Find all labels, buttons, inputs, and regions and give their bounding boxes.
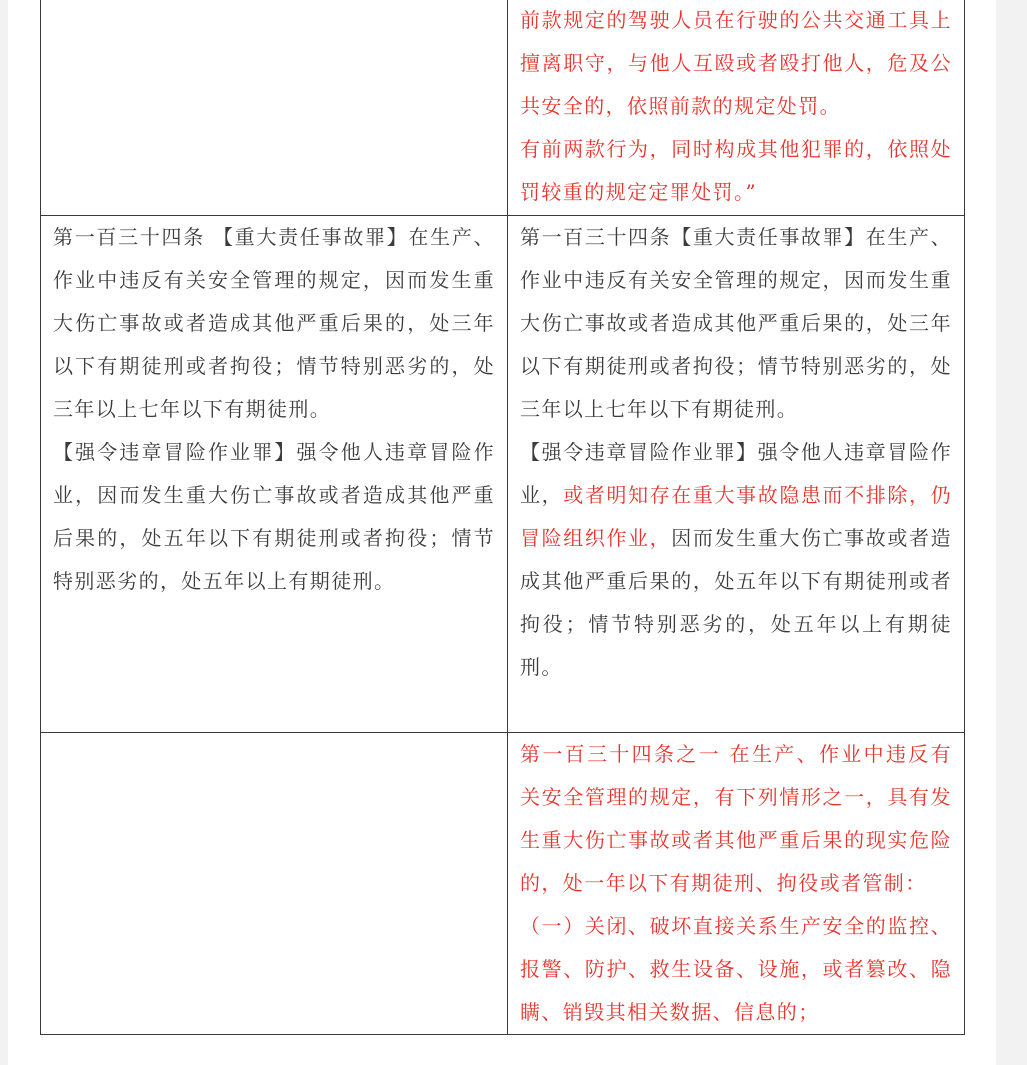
paragraph <box>53 431 495 603</box>
original-text: 第一百三十四条 【重大责任事故罪】在生产、作业中违反有关安全管理的规定，因而发生重大伤亡事故或者造成其他严重后果的，处三年以下有期徒刑或者拘役；情节特别恶劣的，处三年以上七年以下有期徒刑。 <box>53 225 495 421</box>
paragraph <box>520 431 952 689</box>
amended-text: （一）关闭、破坏直接关系生产安全的监控、报警、防护、救生设备、设施，或者篡改、隐瞒、销毁其相关数据、信息的； <box>520 914 952 1024</box>
amended-text: 第一百三十四条之一 在生产、作业中违反有关安全管理的规定，有下列情形之一，具有发生重大伤亡事故或者其他严重后果的现实危险的，处一年以下有期徒刑、拘役或者管制： <box>520 742 952 895</box>
paragraph <box>520 905 952 1034</box>
document-page <box>8 0 996 1065</box>
old-text-cell <box>41 216 508 733</box>
original-text: 因而发生重大伤亡事故或者造成其他严重后果的，处五年以下有期徒刑或者拘役；情节特别恶劣的，处五年以上有期徒刑。 <box>520 526 952 679</box>
original-text: 【强令违章冒险作业罪】强令他人违章冒险作业，因而发生重大伤亡事故或者造成其他严重后果的，处五年以下有期徒刑或者拘役；情节特别恶劣的，处五年以上有期徒刑。 <box>53 440 495 593</box>
amended-text: 或者明知存在重大事故隐患而不排除，仍冒险组织作业， <box>520 483 952 550</box>
paragraph <box>520 128 952 214</box>
comparison-table <box>40 0 965 1035</box>
paragraph <box>53 216 495 431</box>
original-text: 【强令违章冒险作业罪】强令他人违章冒险作业， <box>520 440 952 507</box>
amended-text: 有前两款行为，同时构成其他犯罪的，依照处罚较重的规定定罪处罚。” <box>520 137 952 204</box>
table-row <box>41 733 965 1035</box>
paragraph <box>520 733 952 905</box>
new-text-cell <box>508 216 965 733</box>
paragraph <box>520 216 952 431</box>
new-text-cell <box>508 0 965 216</box>
paragraph <box>520 0 952 128</box>
new-text-cell <box>508 733 965 1035</box>
table-row <box>41 216 965 733</box>
old-text-cell <box>41 733 508 1035</box>
amended-text: 前款规定的驾驶人员在行驶的公共交通工具上擅离职守，与他人互殴或者殴打他人，危及公共安全的，依照前款的规定处罚。 <box>520 8 952 118</box>
old-text-cell <box>41 0 508 216</box>
original-text: 第一百三十四条【重大责任事故罪】在生产、作业中违反有关安全管理的规定，因而发生重大伤亡事故或者造成其他严重后果的，处三年以下有期徒刑或者拘役；情节特别恶劣的，处三年以上七年以下有期徒刑。 <box>520 225 952 421</box>
table-row <box>41 0 965 216</box>
